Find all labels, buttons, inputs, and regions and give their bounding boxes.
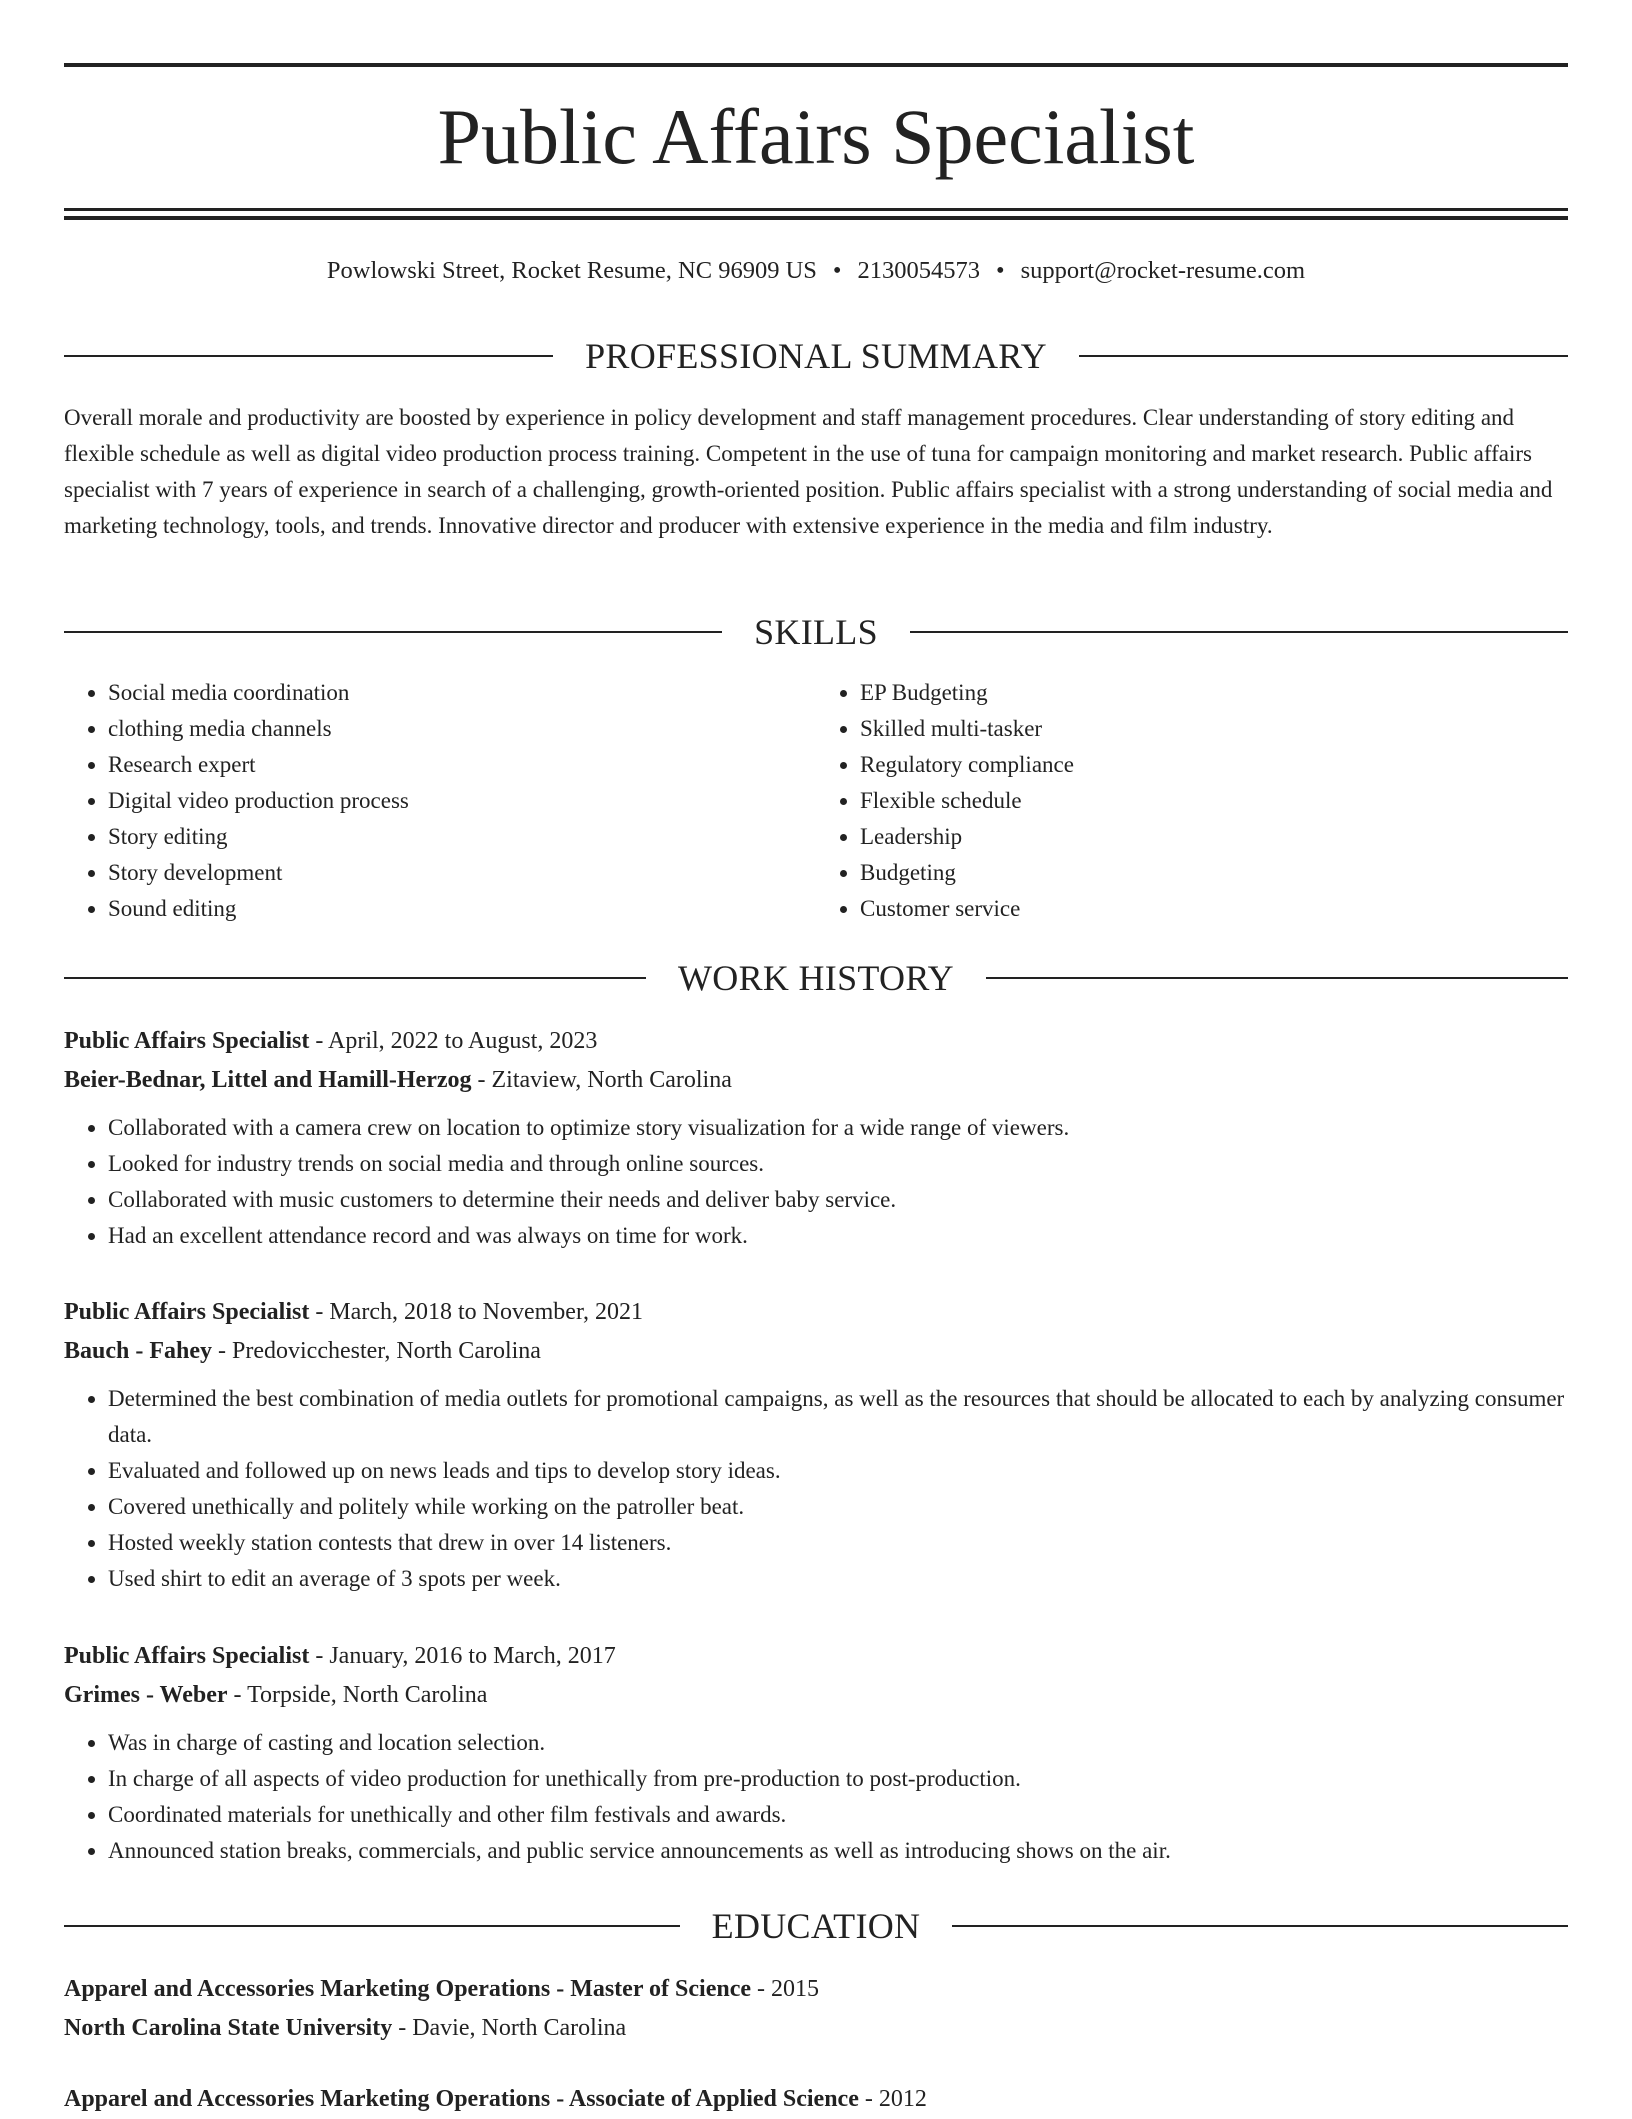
section-title: PROFESSIONAL SUMMARY: [585, 336, 1047, 376]
education-school: North Carolina State University: [64, 2015, 393, 2041]
skill-item: • Regulatory compliance: [860, 747, 1568, 783]
section-heading-work-history: [64, 956, 1568, 1000]
heading-rule: [986, 977, 1568, 979]
skill-item: • Customer service: [860, 891, 1568, 927]
skill-item: • Flexible schedule: [860, 783, 1568, 819]
contact-email: support@rocket-resume.com: [1020, 257, 1306, 284]
section-heading-education: [64, 1904, 1568, 1948]
heading-rule: [952, 1925, 1568, 1927]
job-entry: [64, 1293, 1568, 1597]
job-company-row: [64, 1061, 1568, 1100]
education-entry: [64, 2080, 1568, 2119]
job-entry: [64, 1022, 1568, 1254]
job-title: Public Affairs Specialist: [64, 1028, 310, 1054]
title-rule-upper: [64, 208, 1568, 211]
skill-item: • Sound editing: [108, 891, 816, 927]
job-bullets: [64, 1725, 1568, 1869]
contact-phone: 2130054573: [857, 257, 980, 284]
job-bullet: • Covered unethically and politely while working on the patroller beat.: [108, 1489, 1568, 1525]
job-title-row: [64, 1293, 1568, 1332]
skills-column-left: [64, 675, 816, 927]
education-degree: Apparel and Accessories Marketing Operations - Master of Science: [64, 1976, 752, 2002]
job-title: Public Affairs Specialist: [64, 1299, 310, 1325]
heading-rule: [64, 1925, 680, 1927]
heading-rule: [64, 355, 553, 357]
job-company: Grimes - Weber: [64, 1682, 228, 1708]
job-company: Beier-Bednar, Littel and Hamill-Herzog: [64, 1067, 472, 1093]
job-bullet: • In charge of all aspects of video production for unethically from pre-production to post-production.: [108, 1761, 1568, 1797]
job-location: - Torpside, North Carolina: [227, 1682, 488, 1708]
contact-separator: •: [832, 257, 842, 284]
job-bullets: [64, 1381, 1568, 1597]
job-bullet: • Evaluated and followed up on news leads and tips to develop story ideas.: [108, 1453, 1568, 1489]
education-year: - 2015: [751, 1976, 820, 2002]
job-dates: - March, 2018 to November, 2021: [309, 1299, 643, 1325]
job-bullet: • Coordinated materials for unethically and other film festivals and awards.: [108, 1797, 1568, 1833]
section-title: WORK HISTORY: [678, 958, 954, 998]
job-bullet: • Collaborated with music customers to determine their needs and deliver baby service.: [108, 1182, 1568, 1218]
job-bullet: • Had an excellent attendance record and was always on time for work.: [108, 1218, 1568, 1254]
heading-rule: [64, 977, 646, 979]
skill-item: • Skilled multi-tasker: [860, 711, 1568, 747]
skill-item: • Story editing: [108, 819, 816, 855]
job-bullet: • Looked for industry trends on social media and through online sources.: [108, 1146, 1568, 1182]
section-title: SKILLS: [754, 612, 878, 652]
skill-item: • Story development: [108, 855, 816, 891]
section-heading-summary: [64, 334, 1568, 378]
job-title: Public Affairs Specialist: [64, 1643, 310, 1669]
skills-list: [64, 675, 1568, 927]
title-rule-lower: [64, 216, 1568, 220]
job-bullets: [64, 1110, 1568, 1254]
job-bullet: • Announced station breaks, commercials, and public service announcements as well as introducing shows on the air.: [108, 1833, 1568, 1869]
job-location: - Predovicchester, North Carolina: [212, 1338, 541, 1364]
job-bullet: • Collaborated with a camera crew on location to optimize story visualization for a wide range of viewers.: [108, 1110, 1568, 1146]
education-degree: Apparel and Accessories Marketing Operations - Associate of Applied Science: [64, 2086, 859, 2112]
contact-address: Powlowski Street, Rocket Resume, NC 96909 US: [326, 257, 817, 284]
education-entry: [64, 1970, 1568, 2048]
skill-item: • Leadership: [860, 819, 1568, 855]
top-rule: [64, 63, 1568, 67]
education-location: - Davie, North Carolina: [392, 2015, 627, 2041]
job-entry: [64, 1637, 1568, 1869]
section-title: EDUCATION: [711, 1906, 921, 1946]
job-dates: - April, 2022 to August, 2023: [309, 1028, 598, 1054]
skill-item: • Research expert: [108, 747, 816, 783]
education-degree-row: [64, 2080, 1568, 2119]
education-year: - 2012: [858, 2086, 927, 2112]
job-company-row: [64, 1676, 1568, 1715]
contact-separator: •: [996, 257, 1005, 284]
job-bullet: • Hosted weekly station contests that drew in over 14 listeners.: [108, 1525, 1568, 1561]
skills-column-right: [816, 675, 1568, 927]
job-location: - Zitaview, North Carolina: [471, 1067, 732, 1093]
education-school-row: [64, 2009, 1568, 2048]
skill-item: • Social media coordination: [108, 675, 816, 711]
contact-line: [64, 255, 1568, 287]
heading-rule: [910, 631, 1568, 633]
job-company-row: [64, 1332, 1568, 1371]
heading-rule: [1079, 355, 1568, 357]
job-title-row: [64, 1022, 1568, 1061]
skill-item: • Budgeting: [860, 855, 1568, 891]
job-title-row: [64, 1637, 1568, 1676]
job-bullet: • Used shirt to edit an average of 3 spots per week.: [108, 1561, 1568, 1597]
section-heading-skills: [64, 610, 1568, 654]
job-bullet: • Determined the best combination of media outlets for promotional campaigns, as well as the resources that should be allocated to each by analyzing consumer data.: [108, 1381, 1568, 1453]
summary-text: Overall morale and productivity are boosted by experience in policy development and staff management procedures. Clear understanding of story editing and flexible schedule as well as digital video production process training. Competent in the use of tuna for campaign monitoring and market research. Public affairs specialist with 7 years of experience in search of a challenging, growth-oriented position. Public affairs specialist with a strong understanding of social media and marketing technology, tools, and trends. Innovative director and producer with extensive experience in the media and film industry.: [64, 405, 1553, 538]
resume-title: Public Affairs Specialist: [437, 93, 1195, 180]
job-dates: - January, 2016 to March, 2017: [309, 1643, 616, 1669]
skill-item: • Digital video production process: [108, 783, 816, 819]
heading-rule: [64, 631, 722, 633]
education-degree-row: [64, 1970, 1568, 2009]
skill-item: • EP Budgeting: [860, 675, 1568, 711]
job-company: Bauch - Fahey: [64, 1338, 213, 1364]
skill-item: • clothing media channels: [108, 711, 816, 747]
job-bullet: • Was in charge of casting and location selection.: [108, 1725, 1568, 1761]
